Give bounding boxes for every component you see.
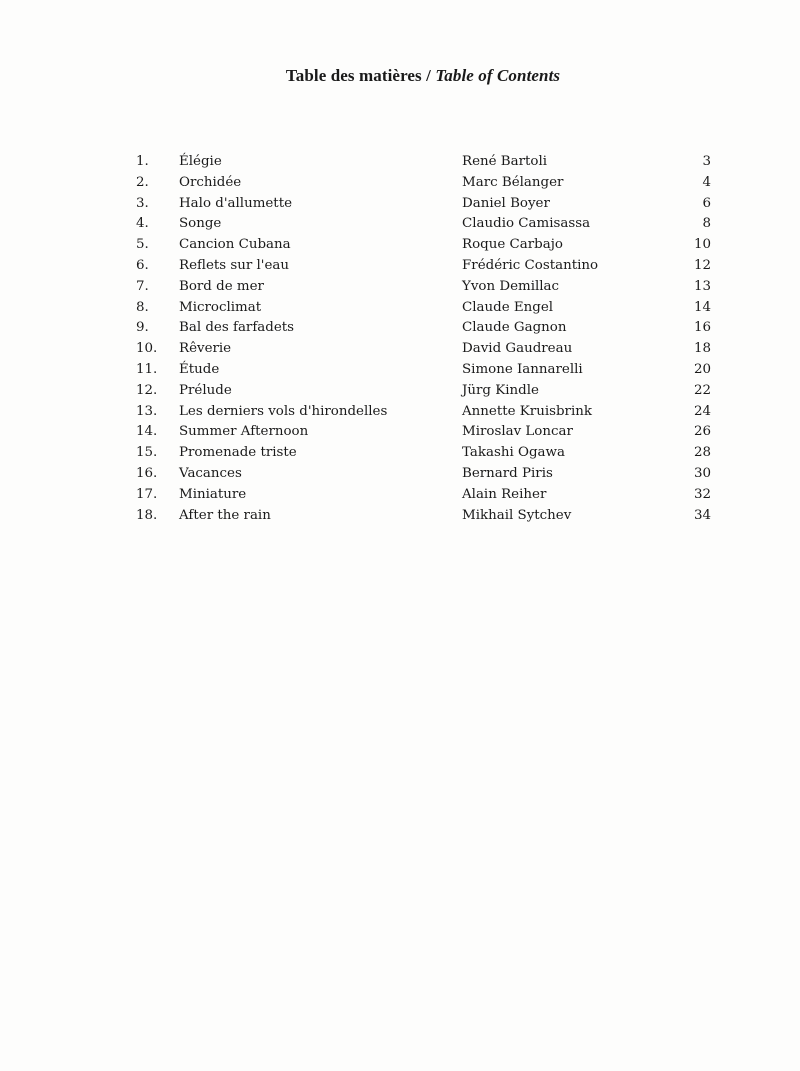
toc-entry (0, 235, 800, 256)
entry-number: 8. (136, 299, 149, 315)
entry-number: 12. (136, 382, 158, 398)
entry-number: 1. (136, 154, 149, 169)
toc-entry (0, 298, 800, 319)
entry-title: Prélude (179, 382, 232, 398)
entry-composer: Yvon Demillac (462, 278, 560, 294)
entry-title: Orchidée (179, 174, 242, 190)
entry-title: Les derniers vols d'hirondelles (179, 403, 388, 419)
entry-title: Halo d'allumette (179, 195, 292, 211)
entry-title: After the rain (179, 507, 271, 523)
entry-composer: Roque Carbajo (462, 237, 563, 253)
entry-composer: Frédéric Costantino (462, 257, 599, 273)
entry-title: Vacances (179, 465, 242, 481)
title-separator: / (426, 66, 431, 85)
entry-title: Bal des farfadets (179, 320, 295, 336)
entry-composer: Jürg Kindle (462, 382, 539, 398)
toc-entry (0, 173, 800, 194)
entry-page-number: 20 (693, 361, 711, 377)
title-english: Table of Contents (435, 66, 561, 85)
toc-entry (0, 256, 800, 277)
entry-number: 17. (136, 486, 158, 502)
table-of-contents (0, 152, 800, 526)
entry-number: 4. (136, 216, 149, 232)
entry-composer: Marc Bélanger (462, 174, 564, 190)
entry-composer: Alain Reiher (462, 486, 547, 502)
entry-number: 16. (136, 465, 158, 481)
entry-number: 15. (136, 445, 158, 461)
page-title (0, 66, 800, 86)
entry-composer: Simone Iannarelli (462, 361, 583, 377)
toc-entry (0, 318, 800, 339)
entry-number: 18. (136, 507, 158, 523)
entry-title: Bord de mer (179, 278, 264, 294)
entry-composer: René Bartoli (462, 154, 548, 169)
entry-composer: Miroslav Loncar (462, 424, 573, 440)
entry-page-number: 30 (693, 465, 711, 481)
toc-entry (0, 277, 800, 298)
toc-entry (0, 381, 800, 402)
entry-title: Songe (179, 216, 222, 232)
entry-composer: Bernard Piris (462, 465, 553, 481)
entry-title: Promenade triste (179, 445, 297, 461)
entry-page-number: 26 (693, 424, 711, 440)
entry-page-number: 10 (693, 237, 711, 253)
toc-entry (0, 339, 800, 360)
toc-entry (0, 485, 800, 506)
entry-number: 6. (136, 257, 149, 273)
entry-composer: Claude Engel (462, 299, 554, 315)
toc-entry (0, 214, 800, 235)
entry-page-number: 14 (693, 299, 711, 315)
toc-entry (0, 152, 800, 173)
entry-page-number: 16 (693, 320, 711, 336)
entry-composer: David Gaudreau (462, 341, 573, 357)
entry-number: 7. (136, 278, 149, 294)
entry-page-number: 13 (693, 278, 711, 294)
toc-entry (0, 194, 800, 215)
entry-page-number: 3 (702, 154, 711, 169)
entry-title: Miniature (179, 486, 247, 502)
entry-number: 14. (136, 424, 158, 440)
entry-number: 11. (136, 361, 158, 377)
entry-page-number: 22 (693, 382, 711, 398)
entry-page-number: 4 (702, 174, 711, 190)
toc-entry (0, 506, 800, 527)
entry-composer: Mikhail Sytchev (462, 507, 572, 523)
entry-title: Étude (179, 361, 220, 377)
toc-entry (0, 464, 800, 485)
entry-title: Rêverie (179, 341, 232, 357)
entry-page-number: 6 (702, 195, 711, 211)
entry-number: 13. (136, 403, 158, 419)
toc-entry (0, 402, 800, 423)
entry-number: 2. (136, 174, 149, 190)
title-french: Table des matières (285, 66, 422, 85)
entry-composer: Claude Gagnon (462, 320, 567, 336)
entry-page-number: 8 (702, 216, 711, 232)
entry-composer: Takashi Ogawa (462, 445, 565, 461)
entry-number: 5. (136, 237, 149, 253)
entry-page-number: 32 (693, 486, 711, 502)
entry-page-number: 28 (693, 445, 711, 461)
entry-page-number: 34 (693, 507, 711, 523)
entry-composer: Annette Kruisbrink (462, 403, 592, 419)
entry-page-number: 24 (693, 403, 711, 419)
toc-entry (0, 360, 800, 381)
toc-entry (0, 422, 800, 443)
entry-composer: Daniel Boyer (462, 195, 550, 211)
entry-title: Reflets sur l'eau (179, 257, 290, 273)
entry-composer: Claudio Camisassa (462, 216, 591, 232)
entry-number: 9. (136, 320, 149, 336)
toc-entry (0, 443, 800, 464)
entry-title: Summer Afternoon (179, 424, 309, 440)
entry-number: 10. (136, 341, 158, 357)
entry-title: Cancion Cubana (179, 237, 291, 253)
entry-number: 3. (136, 195, 149, 211)
entry-page-number: 18 (693, 341, 711, 357)
entry-title: Élégie (179, 154, 222, 169)
entry-page-number: 12 (693, 257, 711, 273)
entry-title: Microclimat (179, 299, 262, 315)
